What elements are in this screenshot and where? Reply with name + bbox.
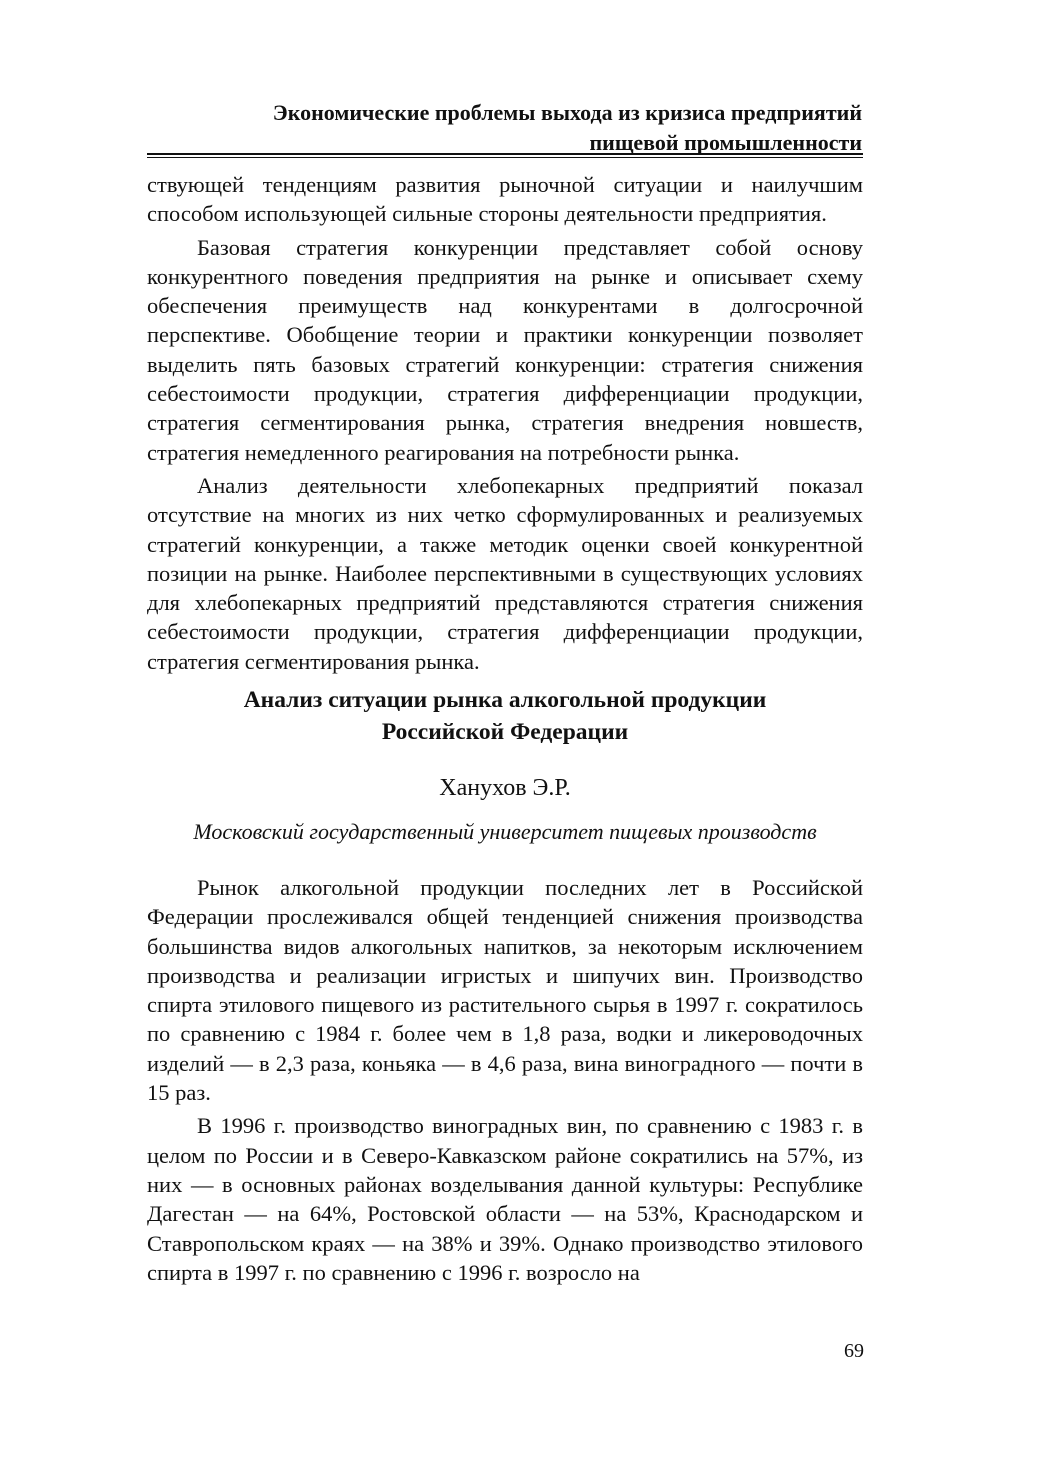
- paragraph: Анализ деятельности хлебопекарных предприятий показал отсутствие на многих из них четко сформулированных и реализуемых стратегий конкуренции, а также методик оценки своей конкурентной позиции на рынке. Наиболее перспективными в существующих условиях для хлебопекарных предприятий представляются стратегия снижения себестоимости продукции, стратегия дифференциации продукции, стратегия сегментирования рынка.: [147, 472, 863, 674]
- running-header-line-2: пищевой промышленности: [589, 130, 862, 155]
- paragraph: Рынок алкогольной продукции последних лет в Российской Федерации прослеживался общей тенденцией снижения производства большинства видов алкогольных напитков, за некоторым исключением производства и реализации игристых и шипучих вин. Производство спирта этилового пищевого из растительного сырья в 1997 г. сократилось по сравнению с 1984 г. более чем в 1,8 раза, водки и ликероводочных изделий — в 2,3 раза, коньяка — в 4,6 раза, вина виноградного — почти в 15 раз.: [147, 875, 863, 1106]
- header-rule-thick: [147, 153, 863, 155]
- article-title-line-2: Российской Федерации: [381, 719, 629, 745]
- article-body: [147, 873, 863, 1287]
- article-title: [147, 684, 863, 748]
- running-header-line-1: Экономические проблемы выхода из кризиса предприятий: [272, 100, 862, 125]
- paragraph: Базовая стратегия конкуренции представляет собой основу конкурентного поведения предприятия на рынке и описывает схему обеспечения преимуществ над конкурентами в долгосрочной перспективе. Обобщение теории и практики конкуренции позволяет выделить пять базовых стратегий конкуренции: стратегия снижения себестоимости продукции, стратегия дифференциации продукции, стратегия сегментирования рынка, стратегия внедрения новшеств, стратегия немедленного реагирования на потребности рынка.: [147, 234, 863, 465]
- previous-article-text: [147, 170, 863, 676]
- paragraph: В 1996 г. производство виноградных вин, по сравнению с 1983 г. в целом по России и в Северо-Кавказском районе сократились на 57%, из них — в основных районах возделывания данной культуры: Республике Дагестан — на 64%, Ростовской области — на 53%, Краснодарском и Ставропольском краях — на 38% и 39%. Однако производство этилового спирта в 1997 г. по сравнению с 1996 г. возросло на: [147, 1113, 863, 1285]
- article-title-line-1: Анализ ситуации рынка алкогольной продукции: [243, 687, 767, 713]
- page-number: 69: [844, 1340, 864, 1362]
- article-affiliation: Московский государственный университет пищевых производств: [193, 819, 817, 844]
- header-rule-thin: [147, 157, 863, 158]
- running-header: [150, 98, 862, 158]
- article-author: Ханухов Э.Р.: [439, 775, 571, 801]
- paragraph-continued: ствующей тенденциям развития рыночной ситуации и наилучшим способом использующей сильные стороны деятельности предприятия.: [147, 172, 863, 227]
